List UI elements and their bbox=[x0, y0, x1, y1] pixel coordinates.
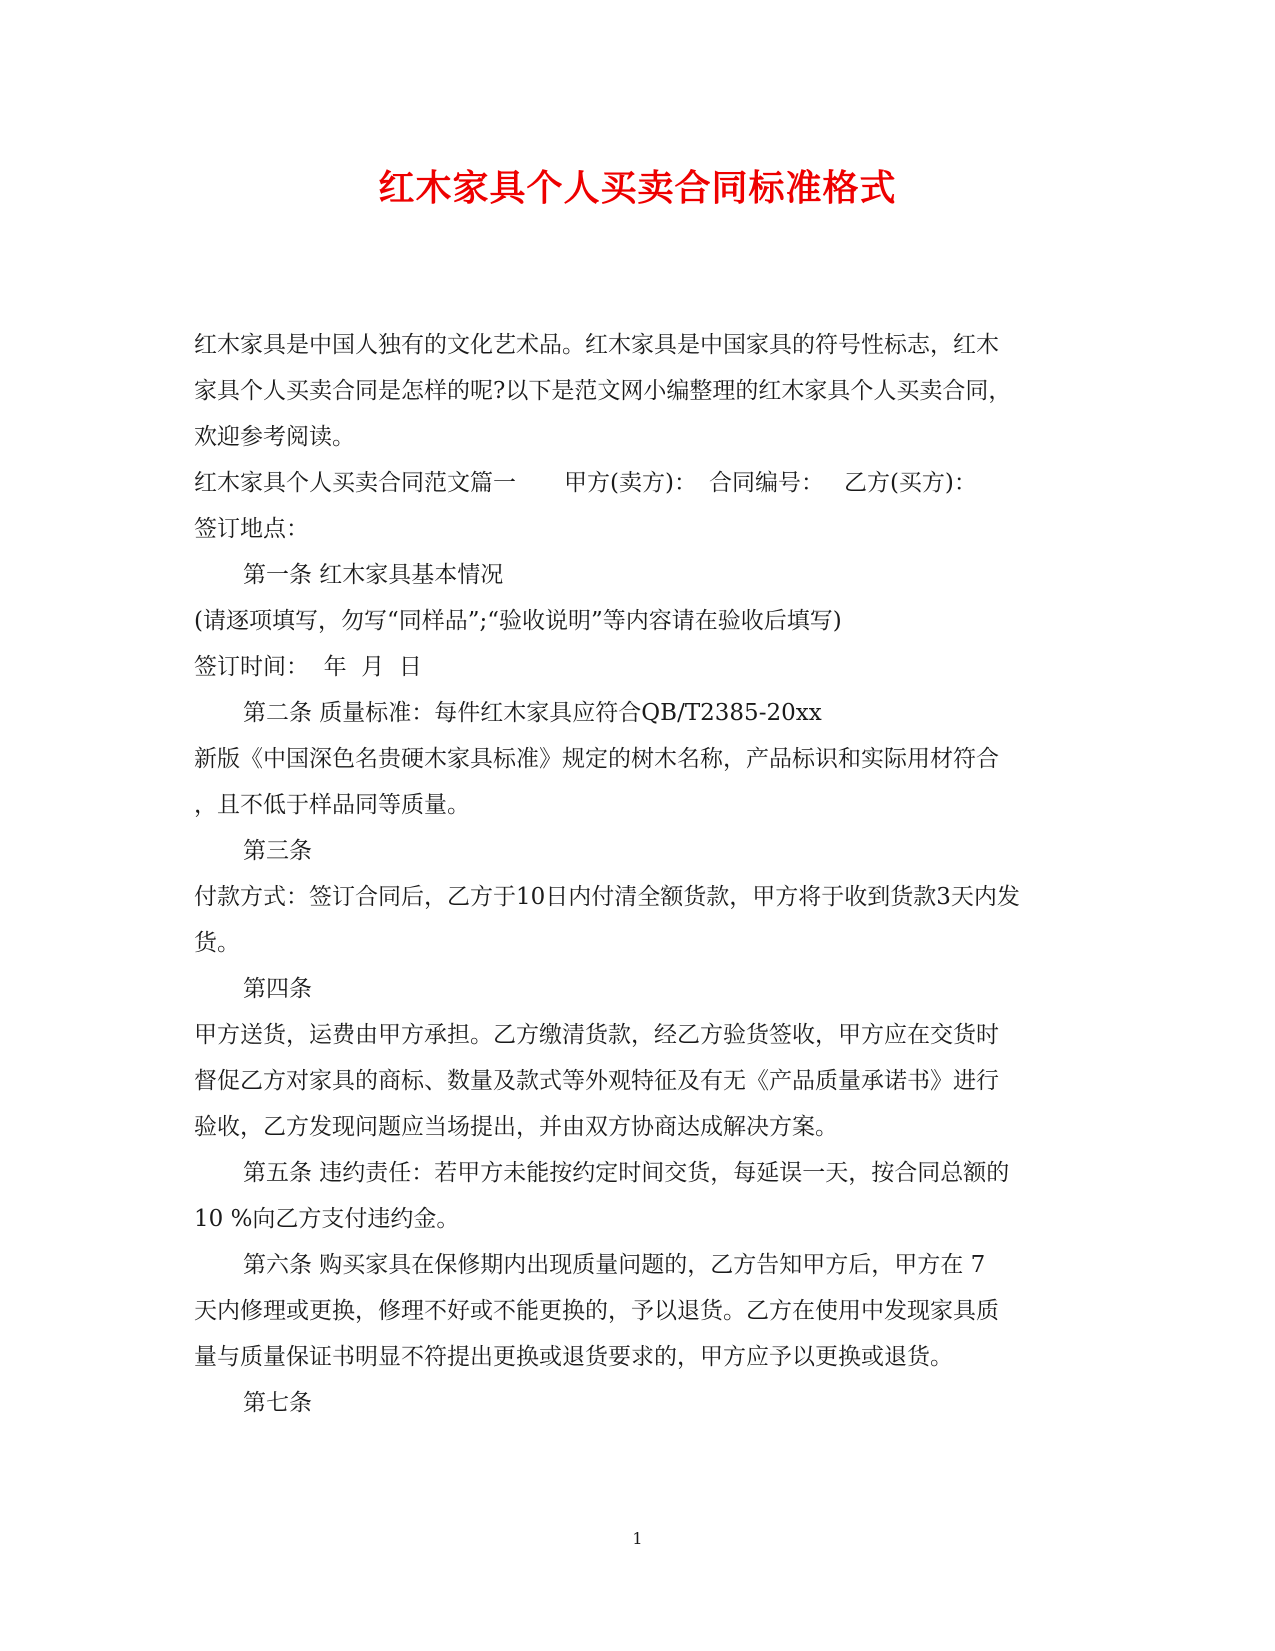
signing-place-label: 签订地点： bbox=[194, 516, 309, 542]
page-number: 1 bbox=[632, 1529, 643, 1548]
party-a-label: 甲方(卖方)： bbox=[564, 470, 697, 496]
body-line: 量与质量保证书明显不符提出更换或退货要求的，甲方应予以更换或退货。 bbox=[194, 1344, 953, 1370]
article-heading: 第四条 bbox=[243, 976, 312, 1002]
signing-time-label: 签订时间： 年 月 日 bbox=[194, 654, 422, 680]
body-line: 家具个人买卖合同是怎样的呢?以下是范文网小编整理的红木家具个人买卖合同， bbox=[194, 378, 1012, 404]
body-line: 督促乙方对家具的商标、数量及款式等外观特征及有无《产品质量承诺书》进行 bbox=[194, 1068, 999, 1094]
body-line: 付款方式：签订合同后，乙方于10日内付清全额货款，甲方将于收到货款3天内发 bbox=[194, 884, 1020, 910]
contract-heading: 红木家具个人买卖合同范文篇一 bbox=[194, 470, 516, 496]
body-line: 红木家具是中国人独有的文化艺术品。红木家具是中国家具的符号性标志，红木 bbox=[194, 332, 999, 358]
parties-line bbox=[194, 468, 977, 498]
article-heading: 第六条 购买家具在保修期内出现质量问题的，乙方告知甲方后，甲方在 7 bbox=[243, 1252, 986, 1278]
body-line: 天内修理或更换，修理不好或不能更换的，予以退货。乙方在使用中发现家具质 bbox=[194, 1298, 999, 1324]
article-heading: 第七条 bbox=[243, 1390, 312, 1416]
body-line: 货。 bbox=[194, 930, 240, 956]
article-heading: 第五条 违约责任：若甲方未能按约定时间交货，每延误一天，按合同总额的 bbox=[243, 1160, 1010, 1186]
article-heading: 第三条 bbox=[243, 838, 312, 864]
body-line: 新版《中国深色名贵硬木家具标准》规定的树木名称，产品标识和实际用材符合 bbox=[194, 746, 999, 772]
article-heading: 第一条 红木家具基本情况 bbox=[243, 562, 504, 588]
body-line: (请逐项填写，勿写“同样品”;“验收说明”等内容请在验收后填写) bbox=[194, 608, 842, 634]
body-line: ，且不低于样品同等质量。 bbox=[194, 792, 470, 818]
contract-number-label: 合同编号： bbox=[708, 470, 824, 496]
body-line: 欢迎参考阅读。 bbox=[194, 424, 355, 450]
body-line: 10 %向乙方支付违约金。 bbox=[194, 1206, 460, 1232]
party-b-label: 乙方(买方)： bbox=[843, 470, 977, 496]
article-heading: 第二条 质量标准：每件红木家具应符合QB/T2385-20xx bbox=[243, 700, 822, 726]
body-line: 验收，乙方发现问题应当场提出，并由双方协商达成解决方案。 bbox=[194, 1114, 838, 1140]
document-title: 红木家具个人买卖合同标准格式 bbox=[378, 167, 897, 209]
body-line: 甲方送货，运费由甲方承担。乙方缴清货款，经乙方验货签收，甲方应在交货时 bbox=[194, 1022, 999, 1048]
